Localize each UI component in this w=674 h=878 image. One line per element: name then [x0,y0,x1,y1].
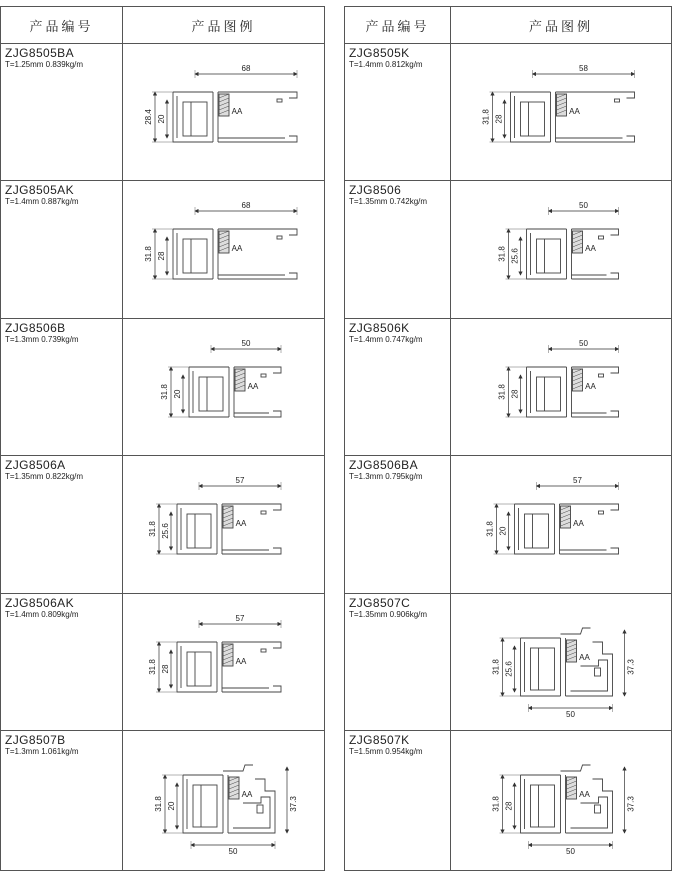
right-height-dimension: 37.3 [289,796,298,812]
inner-dimension: 20 [157,114,166,124]
product-row [1,594,325,731]
profile-figure [123,594,323,729]
profile-drawing [527,367,619,417]
product-code: ZJG8506AK [5,596,74,610]
height-dimension: 31.8 [497,384,507,400]
product-code-cell [1,594,123,731]
width-dimension: 57 [235,614,245,623]
width-dimension: 50 [579,201,588,210]
profile-drawing [173,229,297,279]
inner-dimension: 20 [498,526,508,536]
product-row [345,319,672,456]
product-row [345,44,672,181]
product-code-cell [345,44,451,181]
product-spec: T=1.35mm 0.906kg/m [349,610,428,619]
product-code: ZJG8505AK [5,183,74,197]
product-figure-cell [123,456,325,594]
material-label: AA [579,653,590,662]
product-code-cell [1,731,123,871]
width-dimension: 68 [241,64,251,73]
product-figure-cell [451,594,672,731]
profile-drawing [515,504,619,554]
profile-figure [451,594,670,729]
profile-drawing [511,92,635,142]
product-code: ZJG8506B [5,321,66,335]
right-height-dimension: 37.3 [626,796,636,812]
product-code-cell [345,456,451,594]
material-label: AA [235,657,247,666]
catalog-table-right [344,6,672,871]
height-dimension: 31.8 [491,659,501,675]
profile-drawing [177,642,281,692]
width-dimension: 50 [228,847,238,856]
product-row [345,456,672,594]
width-dimension: 57 [235,476,245,485]
height-dimension: 31.8 [497,246,507,262]
header-figure: 产品图例 [123,7,325,44]
product-code-cell [1,44,123,181]
product-code: ZJG8505BA [5,46,74,60]
product-figure-cell [123,731,325,871]
product-figure-cell [123,319,325,456]
profile-drawing [177,504,281,554]
product-figure-cell [451,731,672,871]
inner-dimension: 28 [157,251,166,261]
profile-figure [451,44,670,179]
height-dimension: 31.8 [491,796,501,812]
product-row [345,594,672,731]
material-label: AA [235,519,247,528]
product-code: ZJG8506 [349,183,402,197]
inner-dimension: 28 [504,801,514,811]
profile-figure [123,44,323,179]
table-header [1,7,325,44]
product-code: ZJG8507B [5,733,66,747]
product-spec: T=1.25mm 0.839kg/m [5,60,84,69]
profile-figure [451,181,670,317]
height-dimension: 31.8 [148,521,157,537]
profile-drawing [527,229,619,279]
profile-figure [451,731,670,869]
product-spec: T=1.3mm 1.061kg/m [5,747,79,756]
material-label: AA [579,790,590,799]
inner-dimension: 20 [167,801,176,811]
profile-drawing [173,92,297,142]
material-label: AA [569,107,580,116]
header-code: 产品编号 [345,7,451,44]
height-dimension: 31.8 [481,109,491,125]
product-code-cell [1,456,123,594]
product-code: ZJG8506A [5,458,66,472]
product-figure-cell [123,181,325,319]
product-spec: T=1.3mm 0.739kg/m [5,335,79,344]
product-code: ZJG8506BA [349,458,418,472]
profile-drawing [521,765,613,833]
material-label: AA [241,790,253,799]
product-spec: T=1.35mm 0.742kg/m [349,197,428,206]
product-code-cell [1,181,123,319]
product-row [1,731,325,871]
width-dimension: 50 [566,710,575,719]
catalog-table-left [0,6,325,871]
product-spec: T=1.4mm 0.812kg/m [349,60,423,69]
product-row [1,181,325,319]
profile-figure [451,319,670,454]
inner-dimension: 25.6 [504,661,514,677]
inner-dimension: 25.6 [510,248,520,264]
material-label: AA [585,244,596,253]
material-label: AA [247,382,259,391]
product-row [1,456,325,594]
inner-dimension: 28 [161,664,170,674]
material-label: AA [231,107,243,116]
profile-figure [123,731,323,869]
material-label: AA [585,382,596,391]
right-height-dimension: 37.3 [626,659,636,675]
width-dimension: 50 [579,339,588,348]
width-dimension: 50 [566,847,575,856]
height-dimension: 31.8 [154,796,163,812]
product-code: ZJG8506K [349,321,410,335]
inner-dimension: 28 [510,389,520,399]
product-code-cell [345,319,451,456]
product-figure-cell [451,44,672,181]
table-header [345,7,672,44]
height-dimension: 31.8 [148,659,157,675]
product-spec: T=1.35mm 0.822kg/m [5,472,84,481]
header-figure: 产品图例 [451,7,672,44]
profile-figure [451,456,670,592]
product-spec: T=1.4mm 0.887kg/m [5,197,79,206]
product-code-cell [1,319,123,456]
product-spec: T=1.4mm 0.809kg/m [5,610,79,619]
profile-figure [123,181,323,317]
product-figure-cell [451,319,672,456]
product-figure-cell [451,181,672,319]
height-dimension: 31.8 [160,384,169,400]
inner-dimension: 20 [173,389,182,399]
inner-dimension: 25.6 [161,523,170,539]
product-spec: T=1.5mm 0.954kg/m [349,747,423,756]
profile-drawing [183,765,275,833]
profile-drawing [189,367,281,417]
width-dimension: 57 [573,476,582,485]
product-row [1,44,325,181]
product-code: ZJG8505K [349,46,410,60]
height-dimension: 28.4 [144,109,153,125]
profile-drawing [521,628,613,696]
product-figure-cell [451,456,672,594]
width-dimension: 68 [241,201,251,210]
profile-figure [123,319,323,454]
product-code-cell [345,181,451,319]
product-row [345,731,672,871]
header-code: 产品编号 [1,7,123,44]
product-spec: T=1.4mm 0.747kg/m [349,335,423,344]
product-figure-cell [123,44,325,181]
product-row [345,181,672,319]
height-dimension: 31.8 [485,521,495,537]
product-code-cell [345,731,451,871]
height-dimension: 31.8 [144,246,153,262]
product-code: ZJG8507C [349,596,411,610]
material-label: AA [231,244,243,253]
product-code-cell [345,594,451,731]
product-code: ZJG8507K [349,733,410,747]
material-label: AA [573,519,584,528]
inner-dimension: 28 [494,114,504,124]
width-dimension: 50 [241,339,251,348]
width-dimension: 58 [579,64,588,73]
product-row [1,319,325,456]
profile-figure [123,456,323,592]
product-spec: T=1.3mm 0.795kg/m [349,472,423,481]
product-figure-cell [123,594,325,731]
